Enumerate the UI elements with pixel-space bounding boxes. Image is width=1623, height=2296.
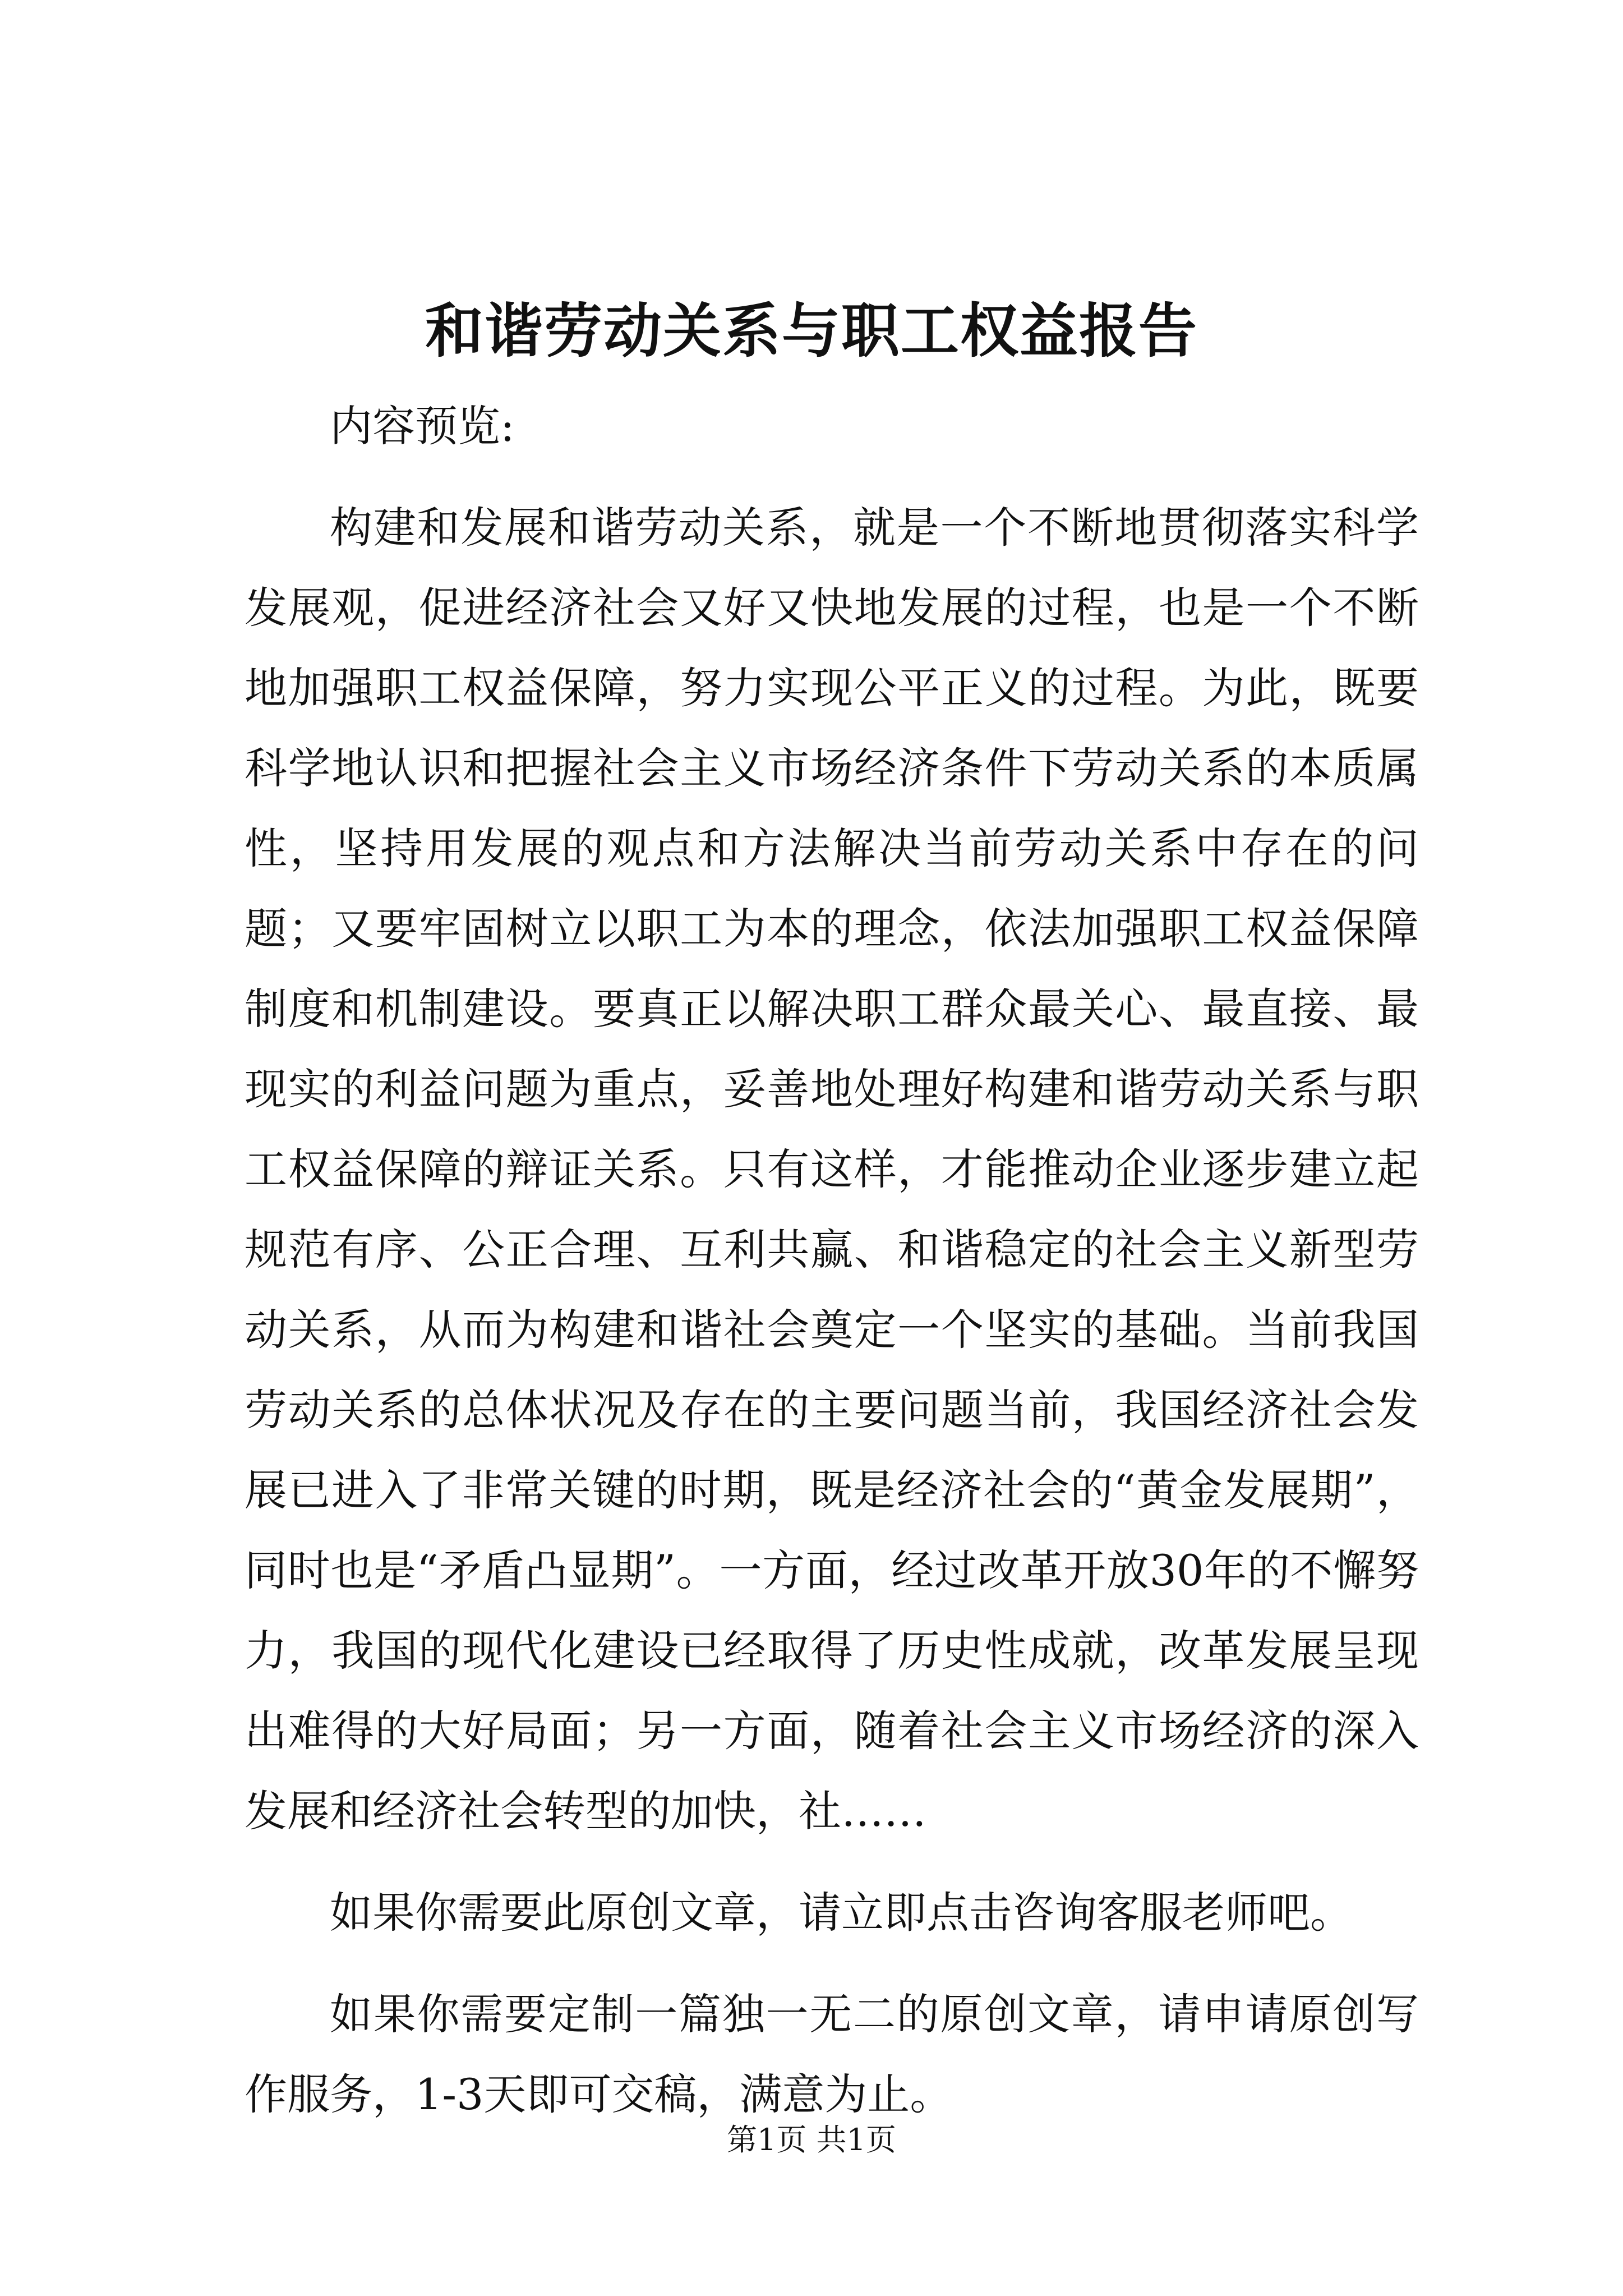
page-footer: 第1页 共1页 (727, 2122, 896, 2157)
custom-service-paragraph: 如果你需要定制一篇独一无二的原创文章，请申请原创写作服务，1-3天即可交稿，满意为止。 (245, 1989, 1419, 2119)
preview-label: 内容预览: (330, 401, 515, 451)
main-paragraph: 构建和发展和谐劳动关系，就是一个不断地贯彻落实科学发展观，促进经济社会又好又快地发展的过程，也是一个不断地加强职工权益保障，努力实现公平正义的过程。为此，既要科学地认识和把握社会主义市场经济条件下劳动关系的本质属性，坚持用发展的观点和方法解决当前劳动关系中存在的问题；又要牢固树立以职工为本的理念，依法加强职工权益保障制度和机制建设。要真正以解决职工群众最关心、最直接、最现实的利益问题为重点，妥善地处理好构建和谐劳动关系与职工权益保障的辩证关系。只有这样，才能推动企业逐步建立起规范有序、公正合理、互利共赢、和谐稳定的社会主义新型劳动关系，从而为构建和谐社会奠定一个坚实的基础。当前我国劳动关系的总体状况及存在的主要问题当前，我国经济社会发展已进入了非常关键的时期，既是经济社会的“黄金发展期”，同时也是“矛盾凸显期”。一方面，经过改革开放30年的不懈努力，我国的现代化建设已经取得了历史性成就，改革发展呈现出难得的大好局面；另一方面，随着社会主义市场经济的深入发展和经济社会转型的加快，社…… (245, 503, 1419, 1836)
document-body (245, 386, 1419, 2156)
contact-paragraph: 如果你需要此原创文章，请立即点击咨询客服老师吧。 (330, 1888, 1353, 1938)
document-title: 和谐劳动关系与职工权益报告 (425, 296, 1198, 365)
